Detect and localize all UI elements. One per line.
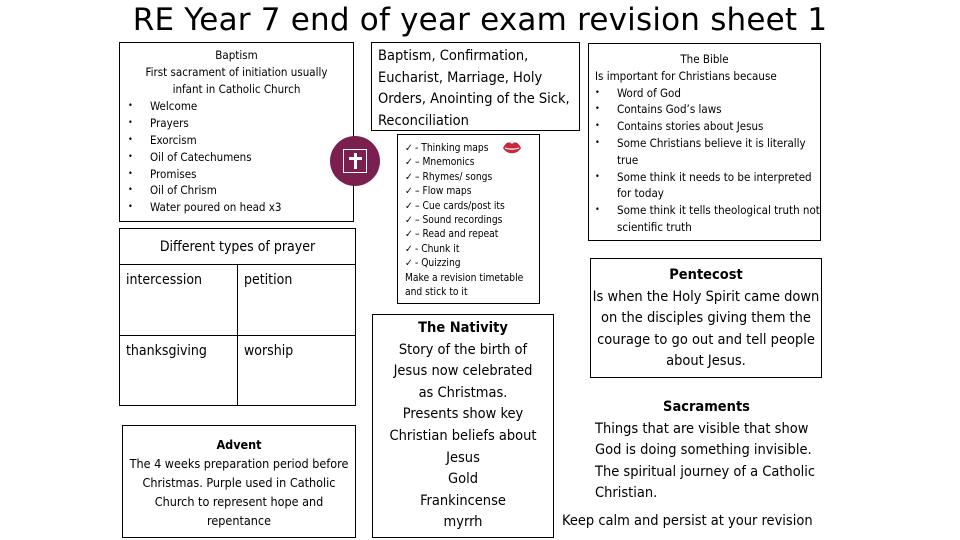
baptism-heading: Baptism bbox=[215, 48, 258, 62]
list-item: ✓ – Flow maps bbox=[405, 185, 539, 199]
list-item: • Some Christians believe it is literally true bbox=[589, 135, 820, 169]
sacraments-heading: Sacraments bbox=[663, 399, 750, 415]
bible-list bbox=[589, 85, 820, 236]
revision-tips-box bbox=[397, 134, 540, 304]
list-item: • Contains stories about Jesus bbox=[589, 118, 820, 135]
list-item: • Oil of Chrism bbox=[120, 182, 353, 199]
advent-heading: Advent bbox=[216, 437, 262, 452]
list-item: • Promises bbox=[120, 166, 353, 183]
lips-icon bbox=[502, 140, 522, 157]
nativity-line: Jesus now celebrated bbox=[393, 363, 533, 380]
list-item: ✓ – Sound recordings bbox=[405, 214, 539, 228]
check-icon: ✓ bbox=[405, 186, 413, 198]
pentecost-box bbox=[590, 258, 822, 378]
sacraments-box bbox=[590, 397, 830, 505]
list-item: • Prayers bbox=[120, 115, 353, 132]
baptism-list bbox=[120, 98, 353, 216]
table-row bbox=[120, 265, 356, 336]
list-item: • Water poured on head x3 bbox=[120, 199, 353, 216]
cross-icon bbox=[330, 136, 380, 186]
baptism-subheading: First sacrament of initiation usually infant in Catholic Church bbox=[145, 64, 328, 96]
prayer-heading: Different types of prayer bbox=[119, 228, 356, 264]
nativity-line: Frankincense bbox=[420, 492, 506, 509]
advent-text: The 4 weeks preparation period before Christmas. Purple used in Catholic Church to represent hope and repentance bbox=[129, 456, 349, 528]
check-icon: ✓ bbox=[405, 200, 413, 212]
check-icon: ✓ bbox=[405, 143, 413, 154]
table-cell: petition bbox=[238, 265, 356, 336]
list-item: ✓ – Rhymes/ songs bbox=[405, 171, 539, 185]
list-item: • Some think it needs to be interpreted for today bbox=[589, 169, 820, 203]
list-item: ✓ - Thinking maps bbox=[405, 142, 539, 156]
footer-text: Keep calm and persist at your revision bbox=[562, 513, 813, 529]
sacraments-text: Things that are visible that show God is doing something invisible. The spiritual journey of a Catholic Christian. bbox=[595, 420, 816, 502]
nativity-heading: The Nativity bbox=[418, 320, 508, 336]
check-icon: ✓ bbox=[405, 215, 413, 227]
bible-heading: The Bible bbox=[680, 52, 729, 66]
page-title: RE Year 7 end of year exam revision sheet 1 bbox=[132, 2, 828, 38]
table-cell: thanksgiving bbox=[120, 335, 238, 406]
sacraments-list-box: Baptism, Confirmation, Eucharist, Marriage, Holy Orders, Anointing of the Sick, Reconciliation bbox=[371, 42, 580, 131]
nativity-line: Presents show key bbox=[402, 406, 524, 423]
revision-timetable-note: Make a revision timetable and stick to it bbox=[405, 272, 524, 299]
baptism-box bbox=[119, 42, 354, 222]
bible-lead: Is important for Christians because bbox=[595, 68, 777, 83]
nativity-line: Gold bbox=[448, 471, 478, 488]
list-item: • Exorcism bbox=[120, 132, 353, 149]
nativity-line: myrrh bbox=[443, 514, 483, 531]
nativity-line: Christian beliefs about bbox=[389, 427, 537, 444]
list-item: ✓ - Quizzing bbox=[405, 257, 539, 271]
check-icon: ✓ bbox=[405, 258, 413, 270]
advent-box bbox=[122, 425, 356, 538]
list-item: ✓ – Read and repeat bbox=[405, 228, 539, 242]
list-item: • Oil of Catechumens bbox=[120, 149, 353, 166]
list-item: • Word of God bbox=[589, 85, 820, 102]
check-icon: ✓ bbox=[405, 243, 413, 255]
list-item: • Welcome bbox=[120, 98, 353, 115]
list-item: ✓ – Mnemonics bbox=[405, 156, 539, 170]
nativity-line: Jesus bbox=[446, 449, 480, 466]
bible-box bbox=[588, 43, 821, 241]
nativity-line: as Christmas. bbox=[418, 384, 508, 401]
check-icon: ✓ bbox=[405, 229, 413, 241]
list-item: • Some think it tells theological truth not scientific truth bbox=[589, 202, 820, 236]
pentecost-text: Is when the Holy Spirit came down on the disciples giving them the courage to go out and tell people about Jesus. bbox=[592, 288, 820, 370]
list-item: ✓ – Cue cards/post its bbox=[405, 200, 539, 214]
list-item: ✓ - Chunk it bbox=[405, 243, 539, 257]
table-cell: intercession bbox=[120, 265, 238, 336]
table-row bbox=[120, 335, 356, 406]
pentecost-heading: Pentecost bbox=[669, 267, 743, 283]
prayer-table bbox=[119, 264, 356, 406]
nativity-box bbox=[372, 314, 554, 538]
check-icon: ✓ bbox=[405, 157, 413, 169]
table-cell: worship bbox=[238, 335, 356, 406]
list-item: • Contains God’s laws bbox=[589, 101, 820, 118]
check-icon: ✓ bbox=[405, 171, 413, 183]
nativity-line: Story of the birth of bbox=[398, 341, 528, 358]
